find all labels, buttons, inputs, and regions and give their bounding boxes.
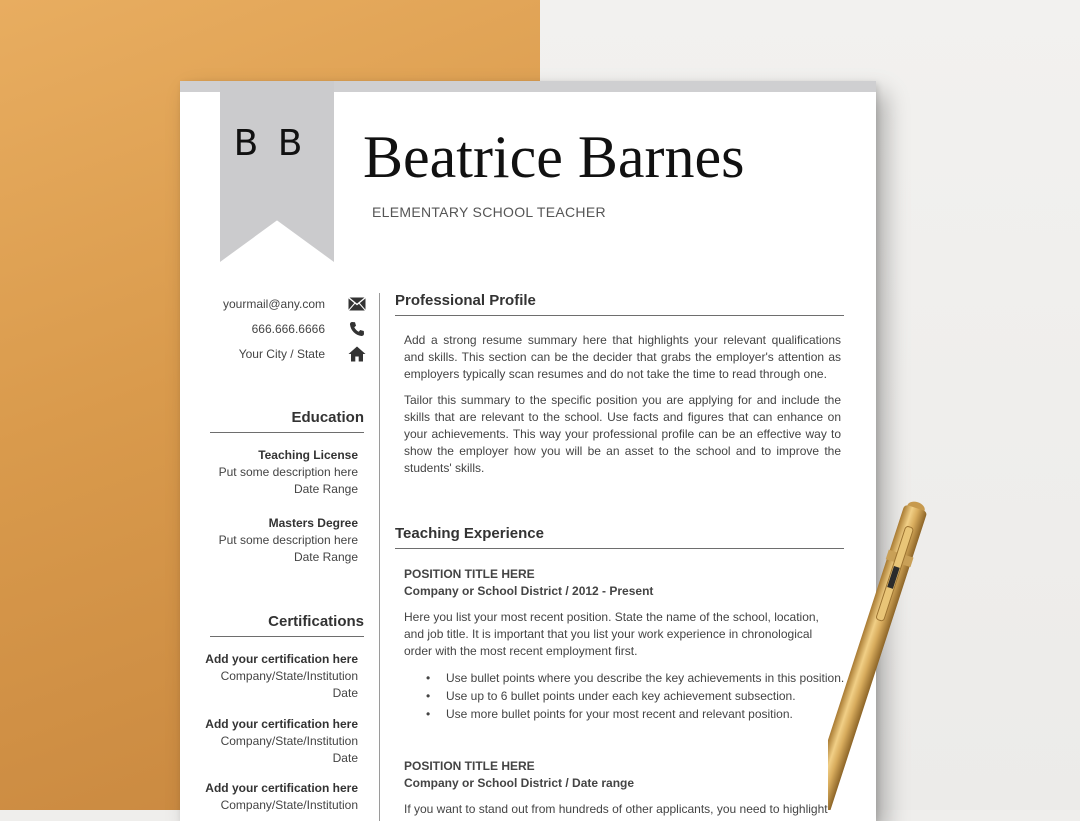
achievement-list <box>404 669 876 723</box>
education-title: Teaching License <box>258 448 358 462</box>
education-heading: Education <box>210 409 364 433</box>
position-description: If you want to stand out from hundreds of other applicants, you need to highlight <box>404 802 828 816</box>
position-description: Here you list your most recent position. State the name of the school, location, and job title. It is important that you list your work experience in chronological order with the most recent employment first. <box>404 610 819 658</box>
profile-paragraph: Add a strong resume summary here that highlights your relevant qualifications and skills. This section can be the decider that grabs the employer's attention as employers typically scan resumes and do not take the time to read through one. <box>404 333 841 381</box>
certification-item <box>200 780 358 814</box>
certification-title: Add your certification here <box>205 781 358 795</box>
position-company: Company or School District / Date range <box>404 776 635 790</box>
column-divider <box>379 293 380 821</box>
profile-paragraph: Tailor this summary to the specific position you are applying for and include the skills that are relevant to the school. Use facts and figures that can enhance on your achievements. This way your professional profile can be an effective way to show the employer how you will be an asset to the school and to improve the students' skills. <box>404 393 841 475</box>
certification-item <box>200 651 358 702</box>
position-company: Company or School District / 2012 - Present <box>404 584 654 598</box>
envelope-icon <box>348 296 366 312</box>
education-item <box>200 515 358 566</box>
certification-item <box>200 716 358 767</box>
achievement-bullet: • Use bullet points where you describe the key achievements in this position. <box>446 669 876 687</box>
certification-org: Company/State/Institution <box>220 798 358 812</box>
contact-phone <box>180 319 366 341</box>
job-title: ELEMENTARY SCHOOL TEACHER <box>372 204 606 220</box>
education-date: Date Range <box>293 482 358 496</box>
certification-title: Add your certification here <box>205 652 358 666</box>
phone-icon <box>348 321 366 337</box>
contact-email <box>180 294 366 316</box>
education-description: Put some description here <box>218 465 358 479</box>
education-date: Date Range <box>293 550 358 564</box>
achievement-bullet: • Use more bullet points for your most recent and relevant position. <box>446 705 876 723</box>
certification-date: Date <box>332 751 358 765</box>
certification-org: Company/State/Institution <box>220 669 358 683</box>
phone-text: 666.666.6666 <box>251 322 325 336</box>
education-description: Put some description here <box>218 533 358 547</box>
resume-page <box>180 81 876 821</box>
location-text: Your City / State <box>238 347 325 361</box>
certification-date: Date <box>332 686 358 700</box>
position-title: POSITION TITLE HERE <box>404 759 535 773</box>
initials-ribbon <box>220 81 334 262</box>
home-icon <box>348 346 366 362</box>
education-item <box>200 447 358 498</box>
email-text: yourmail@any.com <box>223 297 325 311</box>
candidate-name: Beatrice Barnes <box>363 124 745 190</box>
education-title: Masters Degree <box>268 516 358 530</box>
initials: B B <box>233 123 307 164</box>
contact-location <box>180 344 366 366</box>
experience-heading: Teaching Experience <box>395 525 844 549</box>
certification-org: Company/State/Institution <box>220 734 358 748</box>
profile-heading: Professional Profile <box>395 292 844 316</box>
position-title: POSITION TITLE HERE <box>404 567 535 581</box>
gold-pen <box>828 492 938 810</box>
certification-title: Add your certification here <box>205 717 358 731</box>
achievement-bullet: • Use up to 6 bullet points under each key achievement subsection. <box>446 687 876 705</box>
certifications-heading: Certifications <box>210 613 364 637</box>
